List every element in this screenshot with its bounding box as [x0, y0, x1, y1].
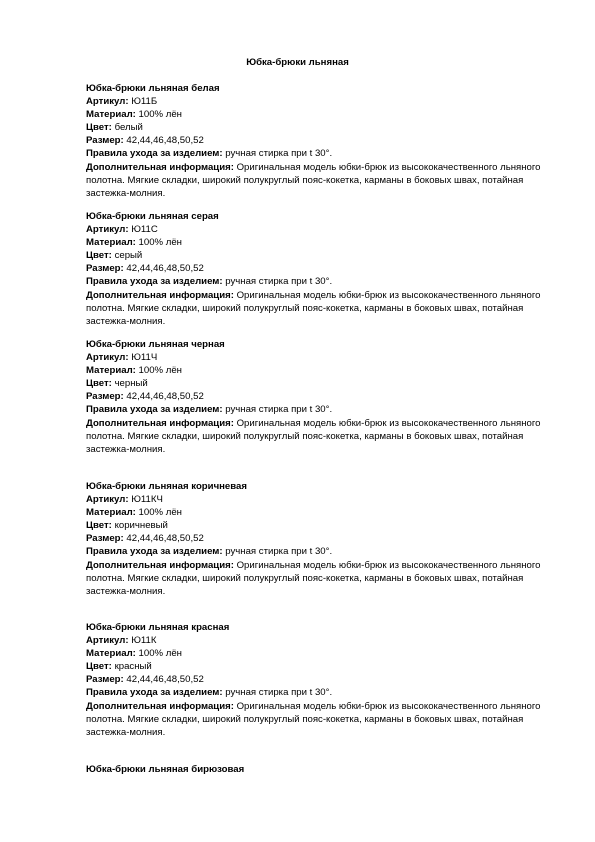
care-value: ручная стирка при t 30°.: [225, 687, 333, 699]
info-value: Оригинальная модель юбки-брюк из высококачественного льняного полотна. Мягкие складки, широкий полукруглый пояс-кокетка, карманы в боковых швах, потайная застежка-молния.: [86, 289, 541, 327]
article-value: Ю11С: [131, 224, 158, 236]
care-label: Правила ухода за изделием:: [86, 404, 223, 416]
size-label: Размер:: [86, 533, 124, 545]
material-label: Материал:: [86, 109, 136, 121]
color-value: белый: [114, 122, 143, 134]
care-row: [86, 275, 556, 288]
product-block-red: [86, 621, 556, 739]
material-row: [86, 236, 556, 249]
color-row: [86, 377, 556, 390]
info-value: Оригинальная модель юбки-брюк из высококачественного льняного полотна. Мягкие складки, широкий полукруглый пояс-кокетка, карманы в боковых швах, потайная застежка-молния.: [86, 559, 541, 597]
info-label: Дополнительная информация:: [86, 289, 234, 301]
info-row: [86, 417, 556, 456]
color-row: [86, 249, 556, 262]
color-label: Цвет:: [86, 250, 112, 262]
care-row: [86, 545, 556, 558]
product-block-brown: [86, 480, 556, 598]
info-value: Оригинальная модель юбки-брюк из высококачественного льняного полотна. Мягкие складки, широкий полукруглый пояс-кокетка, карманы в боковых швах, потайная застежка-молния.: [86, 161, 541, 199]
info-label: Дополнительная информация:: [86, 559, 234, 571]
article-row: [86, 351, 556, 364]
info-label: Дополнительная информация:: [86, 161, 234, 173]
material-row: [86, 364, 556, 377]
product-block-turquoise: [86, 763, 556, 776]
article-label: Артикул:: [86, 494, 129, 506]
article-label: Артикул:: [86, 635, 129, 647]
color-value: черный: [114, 378, 148, 390]
color-value: коричневый: [114, 520, 168, 532]
color-label: Цвет:: [86, 378, 112, 390]
product-name: Юбка-брюки льняная черная: [86, 339, 225, 350]
care-value: ручная стирка при t 30°.: [225, 546, 333, 558]
size-value: 42,44,46,48,50,52: [126, 135, 204, 147]
article-value: Ю11Б: [131, 96, 158, 108]
article-value: Ю11К: [131, 635, 157, 647]
care-label: Правила ухода за изделием:: [86, 687, 223, 699]
care-row: [86, 403, 556, 416]
product-name: Юбка-брюки льняная бирюзовая: [86, 764, 245, 775]
info-row: [86, 559, 556, 598]
care-label: Правила ухода за изделием:: [86, 546, 223, 558]
care-value: ручная стирка при t 30°.: [225, 404, 333, 416]
article-label: Артикул:: [86, 96, 129, 108]
color-label: Цвет:: [86, 661, 112, 673]
product-block-grey: [86, 210, 556, 328]
size-value: 42,44,46,48,50,52: [126, 391, 204, 403]
size-value: 42,44,46,48,50,52: [126, 674, 204, 686]
document-title: Юбка-брюки льняная: [246, 57, 349, 68]
color-label: Цвет:: [86, 520, 112, 532]
color-row: [86, 121, 556, 134]
size-row: [86, 134, 556, 147]
info-value: Оригинальная модель юбки-брюк из высококачественного льняного полотна. Мягкие складки, широкий полукруглый пояс-кокетка, карманы в боковых швах, потайная застежка-молния.: [86, 417, 541, 455]
size-label: Размер:: [86, 263, 124, 275]
color-value: красный: [114, 661, 152, 673]
article-label: Артикул:: [86, 352, 129, 364]
product-name: Юбка-брюки льняная белая: [86, 83, 220, 94]
size-value: 42,44,46,48,50,52: [126, 533, 204, 545]
article-row: [86, 493, 556, 506]
material-value: 100% лён: [138, 109, 182, 121]
color-row: [86, 519, 556, 532]
material-label: Материал:: [86, 237, 136, 249]
product-name: Юбка-брюки льняная коричневая: [86, 481, 247, 492]
info-row: [86, 700, 556, 739]
info-value: Оригинальная модель юбки-брюк из высококачественного льняного полотна. Мягкие складки, широкий полукруглый пояс-кокетка, карманы в боковых швах, потайная застежка-молния.: [86, 700, 541, 738]
material-value: 100% лён: [138, 365, 182, 377]
material-row: [86, 108, 556, 121]
care-row: [86, 686, 556, 699]
size-row: [86, 532, 556, 545]
product-name: Юбка-брюки льняная серая: [86, 211, 219, 222]
product-block-black: [86, 338, 556, 456]
article-label: Артикул:: [86, 224, 129, 236]
care-label: Правила ухода за изделием:: [86, 148, 223, 160]
material-label: Материал:: [86, 507, 136, 519]
size-row: [86, 262, 556, 275]
product-name: Юбка-брюки льняная красная: [86, 622, 230, 633]
material-value: 100% лён: [138, 237, 182, 249]
material-value: 100% лён: [138, 507, 182, 519]
info-row: [86, 289, 556, 328]
article-value: Ю11КЧ: [131, 494, 163, 506]
care-value: ручная стирка при t 30°.: [225, 148, 333, 160]
care-label: Правила ухода за изделием:: [86, 276, 223, 288]
info-label: Дополнительная информация:: [86, 700, 234, 712]
material-label: Материал:: [86, 365, 136, 377]
material-label: Материал:: [86, 648, 136, 660]
material-row: [86, 647, 556, 660]
size-row: [86, 673, 556, 686]
color-label: Цвет:: [86, 122, 112, 134]
material-row: [86, 506, 556, 519]
color-value: серый: [114, 250, 143, 262]
size-label: Размер:: [86, 674, 124, 686]
size-value: 42,44,46,48,50,52: [126, 263, 204, 275]
info-row: [86, 161, 556, 200]
care-row: [86, 147, 556, 160]
color-row: [86, 660, 556, 673]
article-value: Ю11Ч: [131, 352, 158, 364]
size-row: [86, 390, 556, 403]
article-row: [86, 95, 556, 108]
material-value: 100% лён: [138, 648, 182, 660]
size-label: Размер:: [86, 391, 124, 403]
product-block-white: [86, 82, 556, 200]
info-label: Дополнительная информация:: [86, 417, 234, 429]
size-label: Размер:: [86, 135, 124, 147]
care-value: ручная стирка при t 30°.: [225, 276, 333, 288]
article-row: [86, 223, 556, 236]
article-row: [86, 634, 556, 647]
